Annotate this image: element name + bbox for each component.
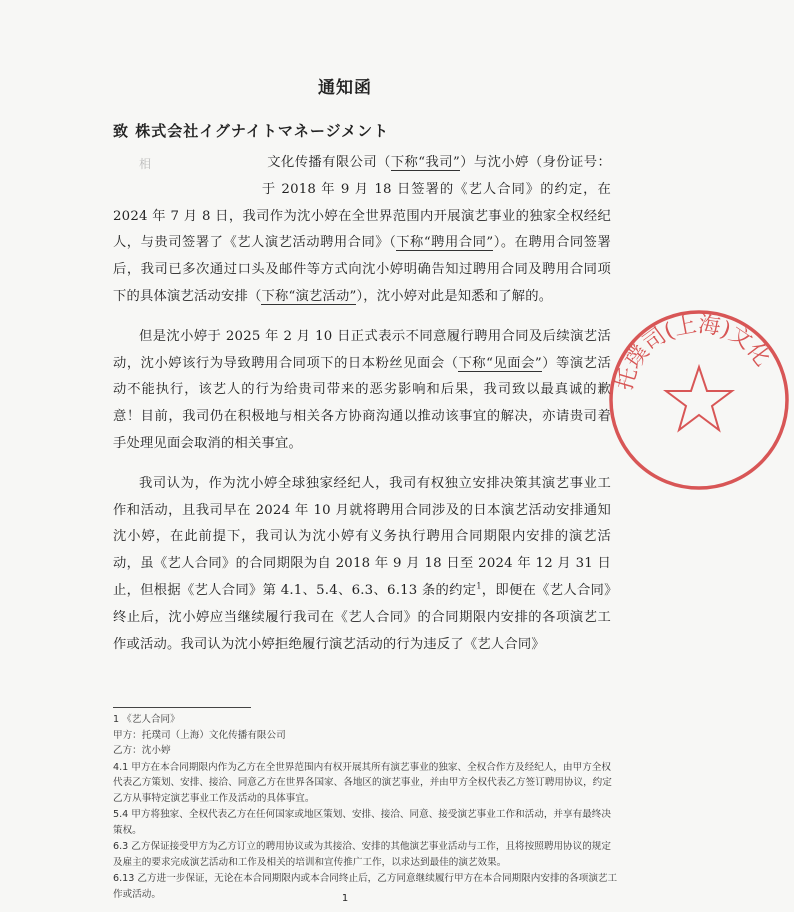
alias-meeting: 下称“见面会” <box>458 355 542 371</box>
p1-text-b: ）与沈小婷（身份证号： <box>459 155 611 170</box>
seal-ring <box>611 312 787 488</box>
document-title: 通知函 <box>318 78 372 98</box>
p3-text-a: 我司认为，作为沈小婷全球独家经纪人，我司有权独立安排决策其演艺事业工作和活动，且我司早在 2024 年 10 月就将聘用合同涉及的日本演艺活动安排通知沈小婷，在此前提下，我司认为沈小婷有义务执行聘用合同期限内安排的演艺活动，虽《艺人合同》的合同期限为自 2018 年 9 月 18 日至 2024 年 12 月 31 日止，但根据《艺人合同》第 4.1、5.4、6.3、6.13 条的约定 <box>113 475 611 598</box>
company-prefix: 相 <box>139 157 152 171</box>
redacted-id-number <box>113 181 261 195</box>
page-number: 1 <box>341 893 349 904</box>
footnote-title: 1 《艺人合同》 <box>113 714 180 725</box>
alias-contract: 下称“聘用合同” <box>396 235 494 251</box>
footnote-ref: 1 <box>476 581 482 591</box>
alias-activity: 下称“演艺活动” <box>261 288 357 304</box>
p3-text-b: ，即便在《艺人合同》终止后，沈小婷应当继续履行我司在《艺人合同》的合同期限内安排的各项演艺工作或活动。我司认为沈小婷拒绝履行演艺活动的行为违反了《艺人合同》 <box>113 582 611 652</box>
paragraph-3 <box>113 471 611 659</box>
p2-text-b: ）等演艺活动不能执行，该艺人的行为给贵司带来的恶劣影响和后果，我司致以最真诚的歉意！目前，我司仍在积极地与相关各方协商沟通以推动该事宜的解决，亦请贵司着手处理见面会取消的相关事宜。 <box>113 355 612 451</box>
alias-company: 下称“我司” <box>390 155 460 170</box>
footnote-party-a: 甲方：托璞司（上海）文化传播有限公司 <box>113 729 286 741</box>
footnote-clause-5-4: 5.4 甲方将独家、全权代表乙方在任何国家或地区策划、安排、接洽、同意、接受演艺事业工作和活动，并享有最终决策权。 <box>113 809 611 836</box>
paragraph-1 <box>113 150 611 311</box>
paragraph-2 <box>113 324 611 458</box>
footnote-clause-6-3: 6.3 乙方保证接受甲方为乙方订立的聘用协议或为其接洽、安排的其他演艺事业活动与工作，且将按照聘用协议的规定及雇主的要求完成演艺活动和工作及相关的培训和宣传推广工作，以求达到最佳的演艺效果。 <box>113 841 611 868</box>
footnote-divider <box>113 707 251 708</box>
footnote-clause-4-1: 4.1 甲方在本合同期限内作为乙方在全世界范围内有权开展其所有演艺事业的独家、全权合作方及经纪人，由甲方全权代表乙方策划、安排、接洽、同意乙方在世界各国家、各地区的演艺事业，并由甲方全权代表乙方签订聘用协议，约定乙方从事特定演艺事业工作及活动的具体事宜。 <box>113 761 612 804</box>
footnotes <box>113 712 618 902</box>
seal-star-icon <box>666 367 732 430</box>
recipient-line: 致 株式会社イグナイトマネージメント <box>113 122 390 140</box>
p2-text-a: 但是沈小婷于 2025 年 2 月 10 日正式表示不同意履行聘用合同及后续演艺活动，沈小婷该行为导致聘用合同项下的日本粉丝见面会（ <box>113 328 611 371</box>
p1-text-d: ）。在聘用合同签署后，我司已多次通过口头及邮件等方式向沈小婷明确告知过聘用合同及聘用合同项下的具体演艺活动安排（ <box>113 235 611 304</box>
p1-text-c: 于 2018 年 9 月 18 日签署的《艺人合同》的约定，在 2024 年 7 月 8 日，我司作为沈小婷在全世界范围内开展演艺事业的独家全权经纪人，与贵司签署了《艺人演艺活动聘用合同》（ <box>113 181 611 251</box>
p1-text-a: 文化传播有限公司（ <box>267 155 391 170</box>
company-seal <box>604 305 794 495</box>
footnote-clause-6-13: 6.13 乙方进一步保证，无论在本合同期限内或本合同终止后，乙方同意继续履行甲方在本合同期限内安排的各项演艺工作或活动。 <box>113 873 618 900</box>
redacted-company-name <box>139 157 267 171</box>
seal-text: 托璞司(上海)文化 <box>612 312 775 394</box>
letter-body <box>113 150 611 671</box>
p1-text-e: ），沈小婷对此是知悉和了解的。 <box>356 288 553 304</box>
footnote-party-b: 乙方：沈小婷 <box>113 745 171 756</box>
